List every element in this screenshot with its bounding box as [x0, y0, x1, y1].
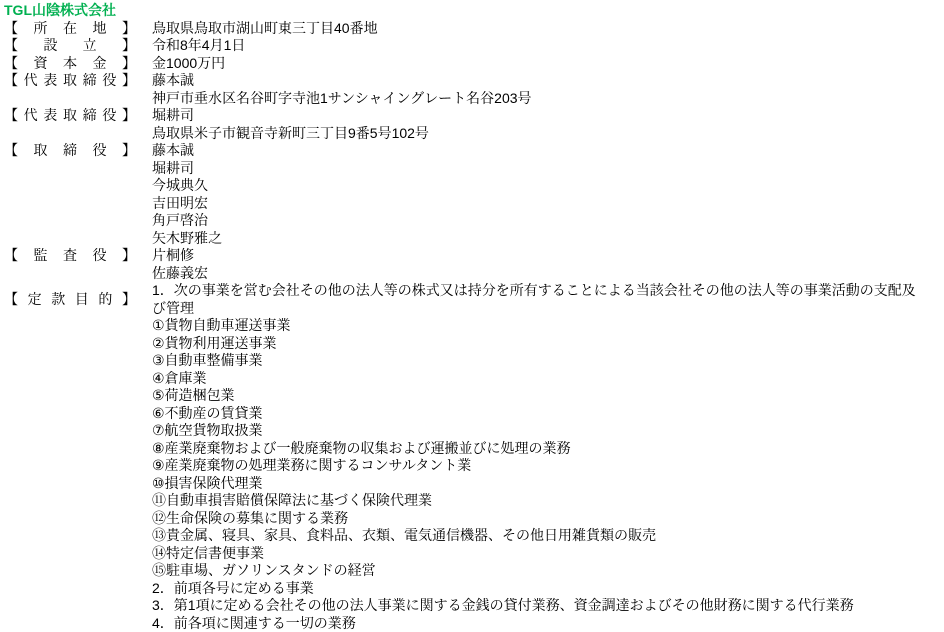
field-value: 4．前各項に関連する一切の業務	[152, 615, 922, 632]
field-label: 【 取 締 役 】	[4, 142, 136, 160]
field-representative-director-1	[4, 72, 944, 90]
field-value: ②貨物利用運送事業	[152, 335, 922, 353]
field-auditors-cont	[4, 265, 944, 283]
field-value: ⑤荷造梱包業	[152, 387, 922, 405]
field-label: 【 代 表 取 締 役 】	[4, 72, 136, 90]
field-directors-cont	[4, 177, 944, 195]
field-value: 鳥取県米子市観音寺新町三丁目9番5号102号	[152, 125, 922, 143]
field-value: 神戸市垂水区名谷町字寺池1サンシャイングレート名谷203号	[152, 90, 922, 108]
field-value: ⑭特定信書便事業	[152, 545, 922, 563]
purpose-item-14	[4, 545, 944, 563]
purpose-item-15	[4, 562, 944, 580]
field-value: 今城典久	[152, 177, 922, 195]
field-value: 藤本誠	[152, 72, 922, 90]
field-directors-cont	[4, 212, 944, 230]
field-value: 堀耕司	[152, 107, 922, 125]
field-value: 1．次の事業を営む会社その他の法人等の株式又は持分を所有することによる当該会社その他の法人等の事業活動の支配及び管理	[152, 282, 922, 317]
purpose-item-1	[4, 317, 944, 335]
field-established	[4, 37, 944, 55]
field-value: ⑩損害保険代理業	[152, 475, 922, 493]
purpose-item-9	[4, 457, 944, 475]
field-value: 金1000万円	[152, 55, 922, 73]
purpose-item-13	[4, 527, 944, 545]
purpose-item-8	[4, 440, 944, 458]
field-directors-cont	[4, 195, 944, 213]
field-value: ④倉庫業	[152, 370, 922, 388]
field-label: 【 設 立 】	[4, 37, 136, 55]
field-directors	[4, 142, 944, 160]
field-value: 角戸啓治	[152, 212, 922, 230]
field-value: 矢木野雅之	[152, 230, 922, 248]
field-location	[4, 20, 944, 38]
field-articles-purpose	[4, 282, 944, 317]
field-value: 堀耕司	[152, 160, 922, 178]
purpose-clause-3	[4, 597, 944, 615]
purpose-item-7	[4, 422, 944, 440]
purpose-item-11	[4, 492, 944, 510]
field-label: 【 定 款 目 的 】	[4, 291, 136, 309]
field-value: ⑥不動産の賃貸業	[152, 405, 922, 423]
field-value: 吉田明宏	[152, 195, 922, 213]
purpose-item-10	[4, 475, 944, 493]
field-value: ⑨産業廃棄物の処理業務に関するコンサルタント業	[152, 457, 922, 475]
document-body	[4, 20, 944, 632]
field-capital	[4, 55, 944, 73]
field-label: 【 所 在 地 】	[4, 20, 136, 38]
field-value: ⑫生命保険の募集に関する業務	[152, 510, 922, 528]
purpose-item-12	[4, 510, 944, 528]
field-value: 3．第1項に定める会社その他の法人事業に関する金銭の貸付業務、資金調達およびその他財務に関する代行業務	[152, 597, 922, 615]
field-value: 2．前項各号に定める事業	[152, 580, 922, 598]
field-auditors	[4, 247, 944, 265]
purpose-item-5	[4, 387, 944, 405]
field-value: ③自動車整備事業	[152, 352, 922, 370]
field-representative-director-2-address	[4, 125, 944, 143]
field-representative-director-2	[4, 107, 944, 125]
field-value: 鳥取県鳥取市湖山町東三丁目40番地	[152, 20, 922, 38]
field-value: ⑬貴金属、寝具、家具、食料品、衣類、電気通信機器、その他日用雑貨類の販売	[152, 527, 922, 545]
field-label: 【 監 査 役 】	[4, 247, 136, 265]
field-value: ⑦航空貨物取扱業	[152, 422, 922, 440]
field-value: 片桐修	[152, 247, 922, 265]
field-value: ⑮駐車場、ガソリンスタンドの経営	[152, 562, 922, 580]
purpose-item-2	[4, 335, 944, 353]
company-name: TGL山陰株式会社	[4, 2, 944, 20]
field-directors-cont	[4, 230, 944, 248]
field-directors-cont	[4, 160, 944, 178]
purpose-item-3	[4, 352, 944, 370]
field-value: 佐藤義宏	[152, 265, 922, 283]
field-value: 藤本誠	[152, 142, 922, 160]
field-label: 【 資 本 金 】	[4, 55, 136, 73]
field-value: ⑪自動車損害賠償保障法に基づく保険代理業	[152, 492, 922, 510]
field-representative-director-1-address	[4, 90, 944, 108]
purpose-item-6	[4, 405, 944, 423]
field-label: 【 代 表 取 締 役 】	[4, 107, 136, 125]
field-value: ①貨物自動車運送事業	[152, 317, 922, 335]
field-value: ⑧産業廃棄物および一般廃棄物の収集および運搬並びに処理の業務	[152, 440, 922, 458]
purpose-item-4	[4, 370, 944, 388]
field-value: 令和8年4月1日	[152, 37, 922, 55]
purpose-clause-4	[4, 615, 944, 632]
purpose-clause-2	[4, 580, 944, 598]
